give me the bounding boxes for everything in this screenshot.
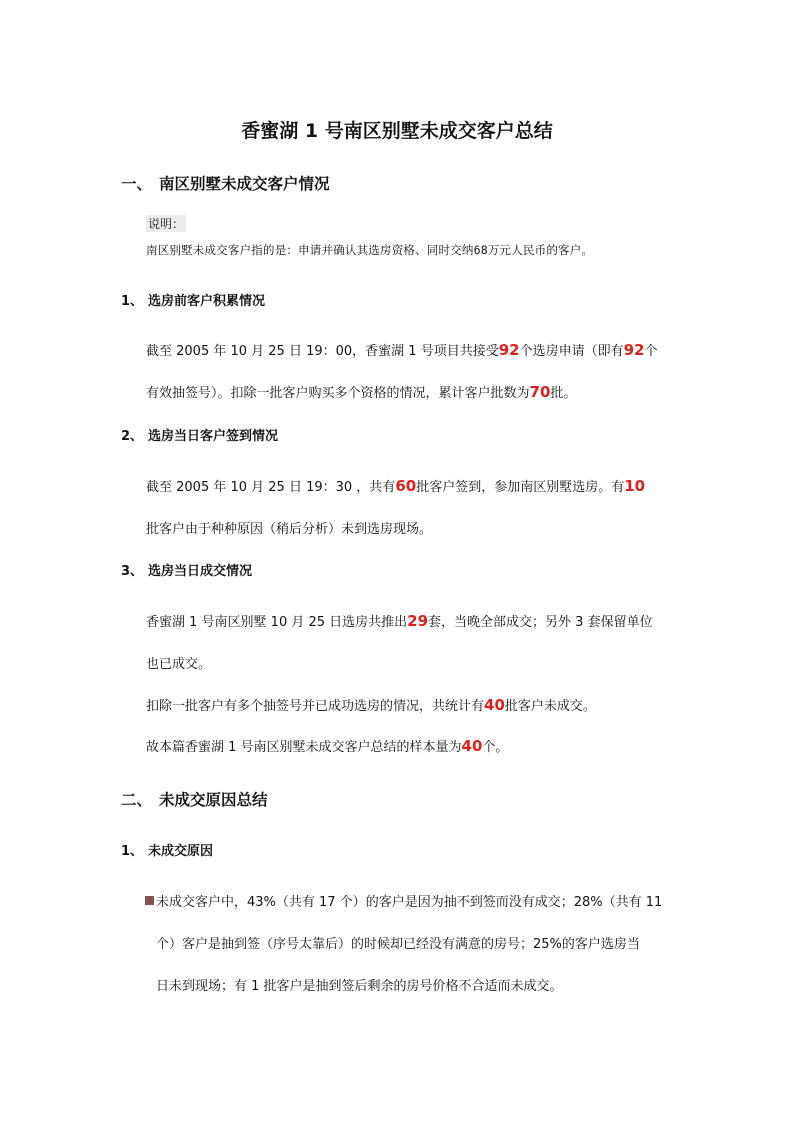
highlight-number: 10 — [624, 477, 646, 495]
paragraph-1-3-line-2: 也已成交。 — [146, 657, 212, 672]
section-1-title: 南区别墅未成交客户情况 — [159, 175, 330, 193]
paragraph-1-1-line-2 — [146, 382, 576, 401]
paragraph-1-1-line-1 — [146, 340, 658, 359]
subsection-1-3-number: 3、 — [121, 564, 144, 579]
section-1-number: 一、 — [121, 175, 153, 193]
text-segment: 批。 — [550, 386, 577, 401]
highlight-number: 70 — [529, 383, 551, 401]
paragraph-1-3-line-4 — [146, 736, 508, 755]
subsection-1-2-number: 2、 — [121, 429, 144, 444]
highlight-number: 40 — [461, 737, 483, 755]
square-bullet-icon — [145, 896, 154, 905]
subsection-1-1-heading — [121, 290, 265, 309]
text-segment: 个。 — [482, 740, 509, 755]
subsection-1-2-heading — [121, 425, 278, 444]
section-2-heading — [121, 788, 268, 810]
section-1-heading — [121, 172, 330, 194]
section-2-title: 未成交原因总结 — [159, 791, 268, 809]
paragraph-1-3-line-1 — [146, 611, 653, 630]
text-segment: 故本篇香蜜湖 1 号南区别墅未成交客户总结的样本量为 — [146, 740, 462, 755]
text-segment: 个选房申请（即有 — [519, 344, 624, 359]
subsection-1-1-title: 选房前客户积累情况 — [148, 294, 266, 309]
text-segment: 截至 2005 年 10 月 25 日 19：30 ，共有 — [146, 480, 396, 495]
highlight-number: 60 — [395, 477, 417, 495]
paragraph-1-2-line-2: 批客户由于种种原因（稍后分析）未到选房现场。 — [146, 522, 433, 537]
text-segment: 套，当晚全部成交；另外 3 套保留单位 — [428, 615, 653, 630]
highlight-number: 40 — [484, 696, 505, 714]
highlight-number: 29 — [407, 612, 429, 630]
subsection-2-1-title: 未成交原因 — [148, 844, 214, 859]
text-segment: 批客户未成交。 — [504, 699, 596, 714]
subsection-2-1-heading — [121, 840, 213, 859]
subsection-1-3-heading — [121, 560, 252, 579]
subsection-1-1-number: 1、 — [121, 294, 144, 309]
text-segment: 扣除一批客户有多个抽签号并已成功选房的情况，共统计有 — [146, 699, 485, 714]
text-segment: 香蜜湖 1 号南区别墅 10 月 25 日选房共推出 — [146, 615, 408, 630]
subsection-2-1-number: 1、 — [121, 844, 144, 859]
note-text: 南区别墅未成交客户指的是：申请并确认其选房资格、同时交纳68万元人民币的客户。 — [146, 243, 594, 257]
paragraph-1-3-line-3 — [146, 695, 596, 714]
paragraph-2-1-line-3: 日未到现场；有 1 批客户是抽到签后剩余的房号价格不合适而未成交。 — [156, 979, 563, 994]
text-segment: 个 — [644, 344, 658, 359]
text-segment: 有效抽签号）。扣除一批客户购买多个资格的情况，累计客户批数为 — [146, 386, 530, 401]
highlight-number: 92 — [498, 341, 520, 359]
paragraph-2-1-line-1: 未成交客户中，43%（共有 17 个）的客户是因为抽不到签而没有成交；28%（共有 11 — [156, 895, 663, 910]
highlight-number: 92 — [623, 341, 645, 359]
subsection-1-3-title: 选房当日成交情况 — [148, 564, 253, 579]
subsection-1-2-title: 选房当日客户签到情况 — [148, 429, 279, 444]
document-title: 香蜜湖 1 号南区别墅未成交客户总结 — [241, 120, 553, 142]
paragraph-1-2-line-1 — [146, 476, 645, 495]
note-label: 说明： — [148, 217, 185, 231]
text-segment: 批客户签到，参加南区别墅选房。有 — [416, 480, 625, 495]
text-segment: 截至 2005 年 10 月 25 日 19：00，香蜜湖 1 号项目共接受 — [146, 344, 499, 359]
paragraph-2-1-line-2: 个）客户是抽到签（序号太靠后）的时候却已经没有满意的房号；25%的客户选房当 — [156, 937, 640, 952]
section-2-number: 二、 — [121, 791, 153, 809]
